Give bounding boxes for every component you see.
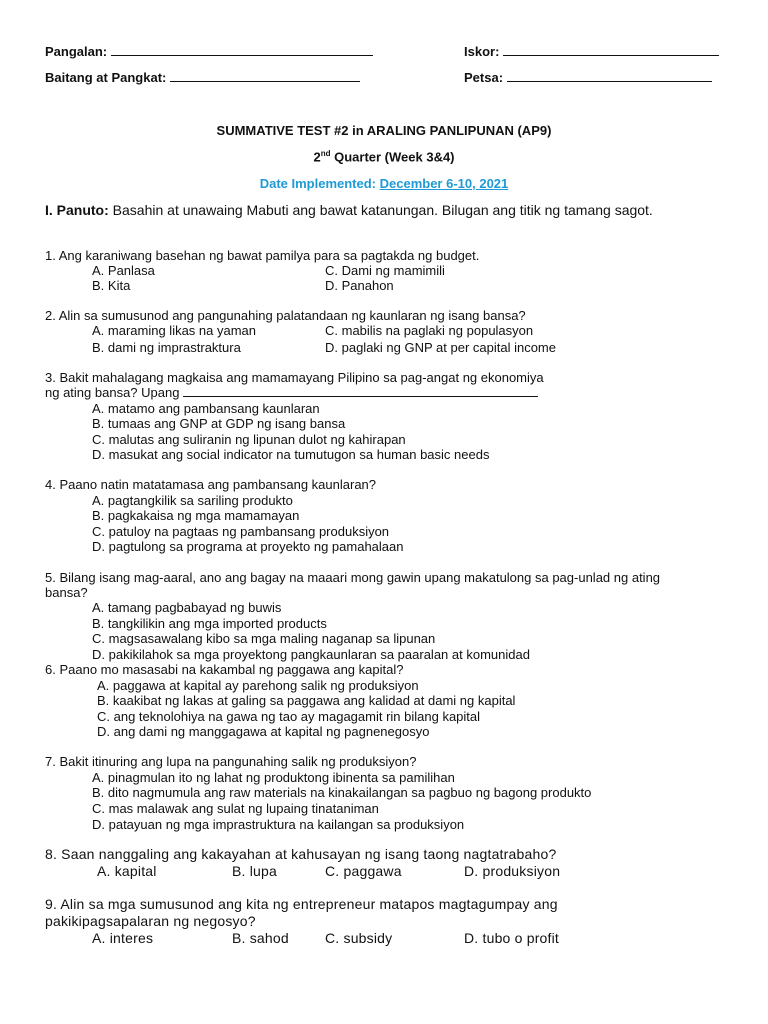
q6-option-c[interactable]: C. ang teknolohiya na gawa ng tao ay magagamit rin bilang kapital <box>97 709 481 724</box>
q2-option-a[interactable]: A. maraming likas na yaman <box>92 323 257 338</box>
q4-option-a[interactable]: A. pagtangkilik sa sariling produkto <box>92 493 293 508</box>
question-3-cont-text: ng ating bansa? Upang <box>45 385 180 400</box>
instruction <box>45 202 653 218</box>
question-8: 8. Saan nanggaling ang kakayahan at kahusayan ng isang taong nagtatrabaho? <box>45 846 557 862</box>
date-implemented-label: Date Implemented: <box>259 176 380 191</box>
date-label: Petsa: <box>464 70 504 85</box>
q6-option-d[interactable]: D. ang dami ng manggagawa at kapital ng pagnenegosyo <box>97 724 430 739</box>
question-1: 1. Ang karaniwang basehan ng bawat pamilya para sa pagtakda ng budget. <box>45 248 480 263</box>
q6-option-b[interactable]: B. kaakibat ng lakas at galing sa paggawa ang kalidad at dami ng kapital <box>97 693 516 708</box>
question-2: 2. Alin sa sumusunod ang pangunahing palatandaan ng kaunlaran ng isang bansa? <box>45 308 526 323</box>
q8-option-a[interactable]: A. kapital <box>97 863 157 879</box>
q4-option-c[interactable]: C. patuloy na pagtaas ng pambansang produksiyon <box>92 524 390 539</box>
date-field <box>464 68 712 85</box>
instruction-text: Basahin at unawaing Mabuti ang bawat katanungan. Bilugan ang titik ng tamang sagot. <box>108 202 653 218</box>
q5-option-c[interactable]: C. magsasawalang kibo sa mga maling naganap sa lipunan <box>92 631 436 646</box>
question-3-cont <box>45 385 538 401</box>
q3-option-b[interactable]: B. tumaas ang GNP at GDP ng isang bansa <box>92 416 346 431</box>
q7-option-d[interactable]: D. patayuan ng mga imprastruktura na kailangan sa produksiyon <box>92 817 465 832</box>
score-field <box>464 42 719 59</box>
q2-option-d[interactable]: D. paglaki ng GNP at per capital income <box>325 340 556 355</box>
question-4: 4. Paano natin matatamasa ang pambansang kaunlaran? <box>45 477 377 492</box>
question-7: 7. Bakit itinuring ang lupa na pangunahing salik ng produksiyon? <box>45 754 417 769</box>
q9-option-b[interactable]: B. sahod <box>232 930 289 946</box>
q4-option-b[interactable]: B. pagkakaisa ng mga mamamayan <box>92 508 300 523</box>
q3-option-a[interactable]: A. matamo ang pambansang kaunlaran <box>92 401 320 416</box>
q1-option-d[interactable]: D. Panahon <box>325 278 394 293</box>
test-title: SUMMATIVE TEST #2 in ARALING PANLIPUNAN (AP9) <box>216 123 552 138</box>
q9-option-c[interactable]: C. subsidy <box>325 930 393 946</box>
q2-option-c[interactable]: C. mabilis na paglaki ng populasyon <box>325 323 534 338</box>
q7-option-a[interactable]: A. pinagmulan ito ng lahat ng produktong ibinenta sa pamilihan <box>92 770 455 785</box>
q1-option-b[interactable]: B. Kita <box>92 278 131 293</box>
question-6: 6. Paano mo masasabi na kakambal ng paggawa ang kapital? <box>45 662 404 677</box>
question-9-cont: pakikipagsapalaran ng negosyo? <box>45 913 256 929</box>
q1-option-c[interactable]: C. Dami ng mamimili <box>325 263 445 278</box>
name-label: Pangalan: <box>45 44 108 59</box>
score-label: Iskor: <box>464 44 500 59</box>
name-blank[interactable] <box>111 42 373 56</box>
question-3: 3. Bakit mahalagang magkaisa ang mamamayang Pilipino sa pag-angat ng ekonomiya <box>45 370 544 385</box>
section-field <box>45 68 360 85</box>
q5-option-a[interactable]: A. tamang pagbabayad ng buwis <box>92 600 282 615</box>
section-label: Baitang at Pangkat: <box>45 70 167 85</box>
q8-option-b[interactable]: B. lupa <box>232 863 277 879</box>
date-blank[interactable] <box>507 68 712 82</box>
q9-option-d[interactable]: D. tubo o profit <box>464 930 560 946</box>
q7-option-c[interactable]: C. mas malawak ang sulat ng lupaing tinataniman <box>92 801 379 816</box>
section-blank[interactable] <box>170 68 360 82</box>
q5-option-d[interactable]: D. pakikilahok sa mga proyektong pangkaunlaran sa paaralan at komunidad <box>92 647 530 662</box>
q6-option-a[interactable]: A. paggawa at kapital ay parehong salik ng produksiyon <box>97 678 419 693</box>
q2-option-b[interactable]: B. dami ng imprastraktura <box>92 340 241 355</box>
q3-option-d[interactable]: D. masukat ang social indicator na tumutugon sa human basic needs <box>92 447 490 462</box>
q4-option-d[interactable]: D. pagtulong sa programa at proyekto ng pamahalaan <box>92 539 404 554</box>
instruction-label: I. Panuto: <box>45 202 109 218</box>
quarter-line <box>0 149 768 164</box>
q7-option-b[interactable]: B. dito nagmumula ang raw materials na kinakailangan sa pagbuo ng bagong produkto <box>92 785 592 800</box>
name-field <box>45 42 373 59</box>
date-implemented <box>0 176 768 191</box>
q3-option-c[interactable]: C. malutas ang suliranin ng lipunan dulot ng kahirapan <box>92 432 406 447</box>
date-implemented-value: December 6-10, 2021 <box>379 176 509 191</box>
q1-option-a[interactable]: A. Panlasa <box>92 263 155 278</box>
q5-option-b[interactable]: B. tangkilikin ang mga imported products <box>92 616 327 631</box>
question-5: 5. Bilang isang mag-aaral, ano ang bagay na maaari mong gawin upang makatulong sa pag-unlad ng ating <box>45 570 661 585</box>
q8-option-c[interactable]: C. paggawa <box>325 863 402 879</box>
score-blank[interactable] <box>503 42 719 56</box>
q9-option-a[interactable]: A. interes <box>92 930 154 946</box>
quarter-suffix: nd <box>320 149 331 158</box>
q3-answer-blank[interactable] <box>183 385 538 397</box>
quarter-text: Quarter (Week 3&4) <box>330 149 455 165</box>
quarter-number: 2 <box>313 149 321 165</box>
question-5-cont: bansa? <box>45 585 88 600</box>
q8-option-d[interactable]: D. produksiyon <box>464 863 561 879</box>
question-9: 9. Alin sa mga sumusunod ang kita ng entrepreneur matapos magtagumpay ang <box>45 896 558 912</box>
